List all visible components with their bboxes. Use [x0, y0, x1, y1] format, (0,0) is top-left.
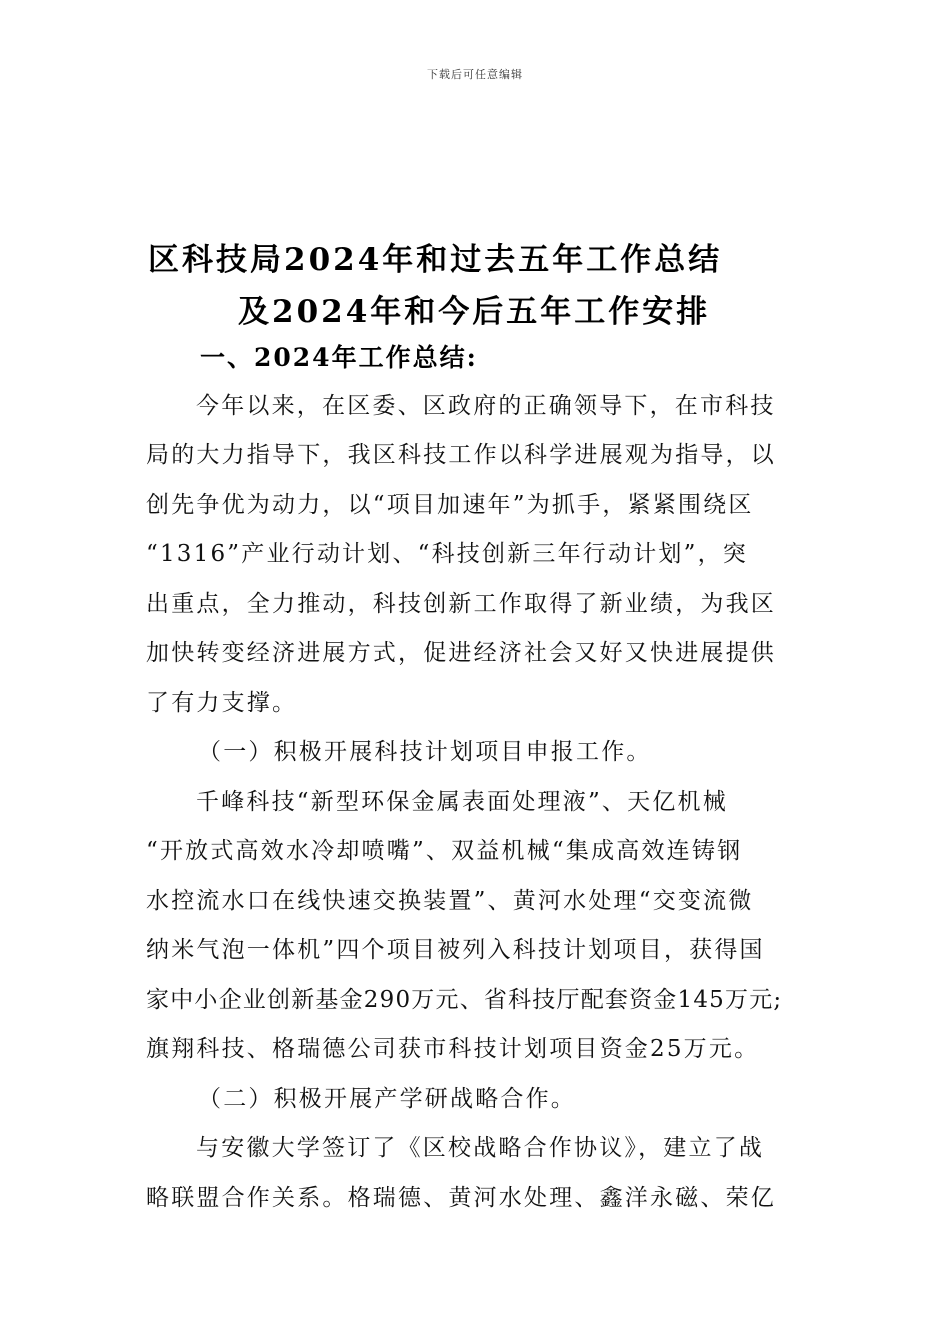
paragraph-line: 出重点，全力推动，科技创新工作取得了新业绩，为我区 [146, 591, 776, 617]
subsection-heading-industry-academia-cooperation: （二）积极开展产学研战略合作。 [198, 1086, 576, 1112]
section-heading-2024-summary: 一、2024年工作总结: [200, 343, 478, 372]
paragraph-line: “开放式高效水冷却喷嘴”、双益机械“集成高效连铸钢 [146, 838, 743, 864]
page-header-note: 下载后可任意编辑 [427, 68, 523, 81]
paragraph-line: 加快转变经济进展方式，促进经济社会又好又快进展提供 [146, 640, 776, 666]
paragraph-line: 家中小企业创新基金290万元、省科技厅配套资金145万元; [146, 987, 783, 1013]
paragraph-line: 局的大力指导下，我区科技工作以科学进展观为指导，以 [146, 442, 776, 468]
paragraph-line: 纳米气泡一体机”四个项目被列入科技计划项目，获得国 [146, 937, 765, 963]
subsection-heading-project-applications: （一）积极开展科技计划项目申报工作。 [198, 739, 652, 765]
paragraph-line: 略联盟合作关系。格瑞德、黄河水处理、鑫洋永磁、荣亿 [146, 1185, 776, 1211]
paragraph-line: 今年以来，在区委、区政府的正确领导下，在市科技 [196, 393, 776, 419]
paragraph-line: 与安徽大学签订了《区校战略合作协议》，建立了战 [196, 1135, 765, 1161]
document-title-line-2: 及2024年和今后五年工作安排 [238, 294, 711, 330]
paragraph-line: 千峰科技“新型环保金属表面处理液”、天亿机械 [196, 789, 728, 815]
paragraph-line: 旗翔科技、格瑞德公司获市科技计划项目资金25万元。 [146, 1036, 760, 1062]
document-title-line-1: 区科技局2024年和过去五年工作总结 [148, 242, 723, 278]
paragraph-line: 创先争优为动力，以“项目加速年”为抓手，紧紧围绕区 [146, 492, 754, 518]
paragraph-line: 水控流水口在线快速交换装置”、黄河水处理“交变流微 [146, 888, 754, 914]
paragraph-line: 了有力支撑。 [146, 690, 298, 716]
paragraph-line: “1316”产业行动计划、“科技创新三年行动计划”，突 [146, 541, 748, 567]
